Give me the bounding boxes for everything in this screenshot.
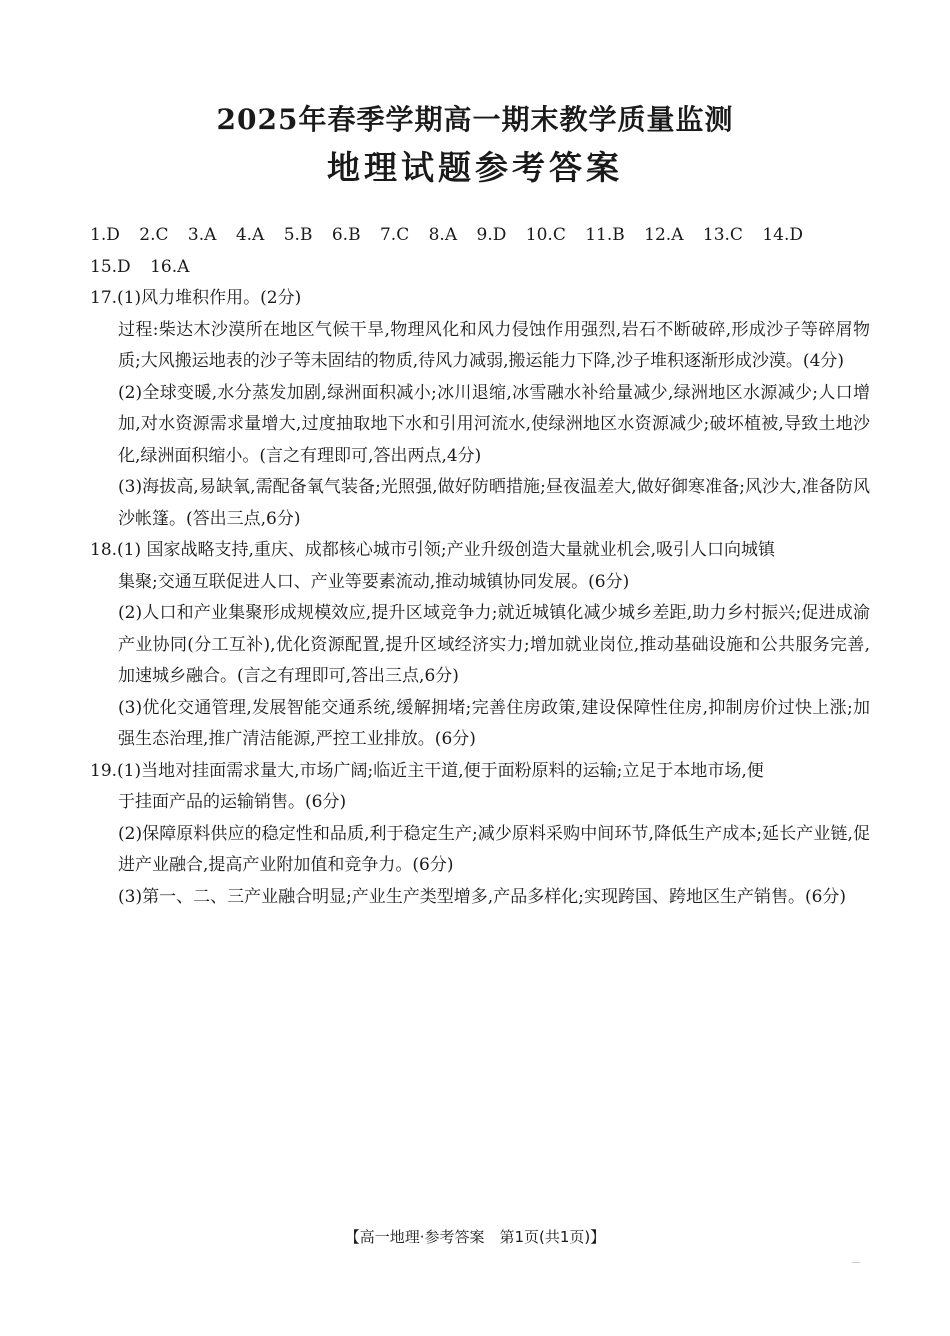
mc-answer: 15.D — [90, 256, 131, 277]
mc-answer: 8.A — [428, 225, 458, 245]
mc-answer: 5.B — [283, 225, 313, 245]
mc-answer: 6.B — [331, 225, 361, 245]
q17-part1-answer: 17.(1)风力堆积作用。(2分) — [90, 288, 302, 308]
q18-part1-answer: 18.(1) 国家战略支持,重庆、成都核心城市引领;产业升级创造大量就业机会,吸引人口向城镇 — [90, 540, 776, 560]
mc-answer: 11.B — [585, 225, 625, 245]
q17-part3-answer: (3)海拔高,易缺氧,需配备氧气装备;光照强,做好防晒措施;昼夜温差大,做好御寒准备;风沙大,准备防风沙帐篷。(答出三点,6分) — [118, 477, 870, 529]
footer-mark — [852, 1262, 860, 1263]
mc-answer: 2.C — [139, 225, 169, 245]
mc-answer: 16.A — [150, 256, 190, 277]
mc-answer: 10.C — [525, 225, 566, 245]
question-19 — [90, 756, 870, 914]
multiple-choice-row-2 — [90, 252, 870, 284]
question-17 — [90, 283, 870, 535]
exam-title: 2025年春季学期高一期末教学质量监测 — [216, 103, 734, 136]
multiple-choice-row-1 — [90, 220, 870, 252]
answer-content — [90, 220, 870, 913]
mc-answer: 9.D — [476, 225, 507, 245]
q18-part3-answer: (3)优化交通管理,发展智能交通系统,缓解拥堵;完善住房政策,建设保障性住房,抑制房价过快上涨;加强生态治理,推广清洁能源,严控工业排放。(6分) — [118, 697, 870, 749]
mc-answer: 13.C — [702, 225, 743, 245]
q19-part3-answer: (3)第一、二、三产业融合明显;产业生产类型增多,产品多样化;实现跨国、跨地区生产销售。(6分) — [118, 886, 847, 907]
question-18 — [90, 535, 870, 756]
mc-answer: 4.A — [235, 225, 265, 245]
mc-answer: 1.D — [90, 225, 120, 245]
q19-part2-answer: (2)保障原料供应的稳定性和品质,利于稳定生产;减少原料采购中间环节,降低生产成本;延长产业链,促进产业融合,提高产业附加值和竞争力。(6分) — [118, 823, 870, 875]
q17-process-answer: 过程:柴达木沙漠所在地区气候干旱,物理风化和风力侵蚀作用强烈,岩石不断破碎,形成沙子等碎屑物质;大风搬运地表的沙子等未固结的物质,待风力减弱,搬运能力下降,沙子堆积逐渐形成沙漠。(4分) — [118, 319, 870, 371]
mc-answer: 14.D — [762, 225, 804, 245]
q18-part2-answer: (2)人口和产业集聚形成规模效应,提升区域竞争力;就近城镇化减少城乡差距,助力乡村振兴;促进成渝产业协同(分工互补),优化资源配置,提升区域经济实力;增加就业岗位,推动基础设施和公共服务完善,加速城乡融合。(言之有理即可,答出三点,6分) — [118, 603, 870, 686]
page-footer: 【高一地理·参考答案 第1页(共1页)】 — [344, 1228, 606, 1246]
mc-answer: 3.A — [187, 225, 217, 245]
document-title: 地理试题参考答案 — [327, 148, 623, 187]
mc-answer: 12.A — [644, 225, 684, 245]
mc-answer: 7.C — [379, 225, 410, 245]
q17-part2-answer: (2)全球变暖,水分蒸发加剧,绿洲面积减小;冰川退缩,冰雪融水补给量减少,绿洲地区水源减少;人口增加,对水资源需求量增大,过度抽取地下水和引用河流水,使绿洲地区水资源减少;破坏植被,导致土地沙化,绿洲面积缩小。(言之有理即可,答出两点,4分) — [118, 382, 870, 466]
q19-part1-answer: 19.(1)当地对挂面需求量大,市场广阔;临近主干道,便于面粉原料的运输;立足于本地市场,便 — [90, 760, 764, 781]
q18-part1-continued: 集聚;交通互联促进人口、产业等要素流动,推动城镇协同发展。(6分) — [118, 571, 630, 592]
q19-part1-continued: 于挂面产品的运输销售。(6分) — [118, 792, 347, 812]
